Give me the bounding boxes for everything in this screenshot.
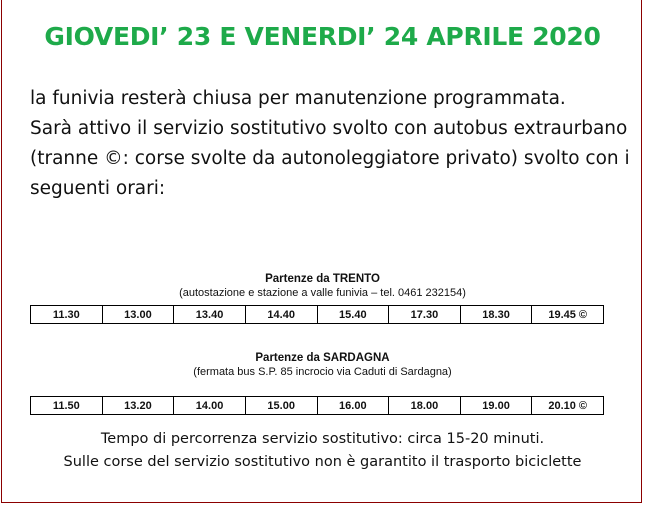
departure-time: 16.00 <box>318 397 390 414</box>
departure-time: 14.00 <box>174 397 246 414</box>
departure-time: 17.30 <box>389 306 461 323</box>
sardagna-subheading: (fermata bus S.P. 85 incrocio via Caduti di Sardagna) <box>193 366 452 378</box>
trento-subheading: (autostazione e stazione a valle funivia – tel. 0461 232154) <box>179 287 466 299</box>
bicycle-note: Sulle corse del servizio sostitutivo non è garantito il trasporto biciclette <box>63 454 582 470</box>
departure-time: 15.00 <box>246 397 318 414</box>
sardagna-heading: Partenze da SARDAGNA <box>255 352 390 364</box>
departure-time: 20.10 © <box>548 400 588 412</box>
intro-line: seguenti orari: <box>30 178 166 199</box>
trento-header <box>0 273 645 299</box>
intro-line: la funivia resterà chiusa per manutenzione programmata. <box>30 88 566 109</box>
trento-timetable <box>30 305 604 324</box>
notice-title: GIOVEDI’ 23 E VENERDI’ 24 APRILE 2020 <box>44 22 601 51</box>
intro-text <box>30 84 640 204</box>
departure-time: 13.40 <box>174 306 246 323</box>
trento-heading: Partenze da TRENTO <box>265 273 380 285</box>
departure-time: 11.30 <box>31 306 103 323</box>
outro-text <box>0 428 645 474</box>
travel-time-note: Tempo di percorrenza servizio sostitutivo: circa 15-20 minuti. <box>100 431 545 447</box>
departure-time: 19.45 © <box>548 309 588 321</box>
departure-time: 15.40 <box>318 306 390 323</box>
intro-line: (tranne ©: corse svolte da autonoleggiatore privato) svolto con i <box>30 148 630 169</box>
departure-time: 13.20 <box>103 397 175 414</box>
departure-time: 11.50 <box>31 397 103 414</box>
departure-time: 18.00 <box>389 397 461 414</box>
sardagna-header <box>0 352 645 378</box>
sardagna-timetable <box>30 396 604 415</box>
departure-time: 14.40 <box>246 306 318 323</box>
intro-line: Sarà attivo il servizio sostitutivo svolto con autobus extraurbano <box>30 118 628 139</box>
departure-time: 19.00 <box>461 397 533 414</box>
departure-time: 18.30 <box>461 306 533 323</box>
departure-time: 13.00 <box>103 306 175 323</box>
